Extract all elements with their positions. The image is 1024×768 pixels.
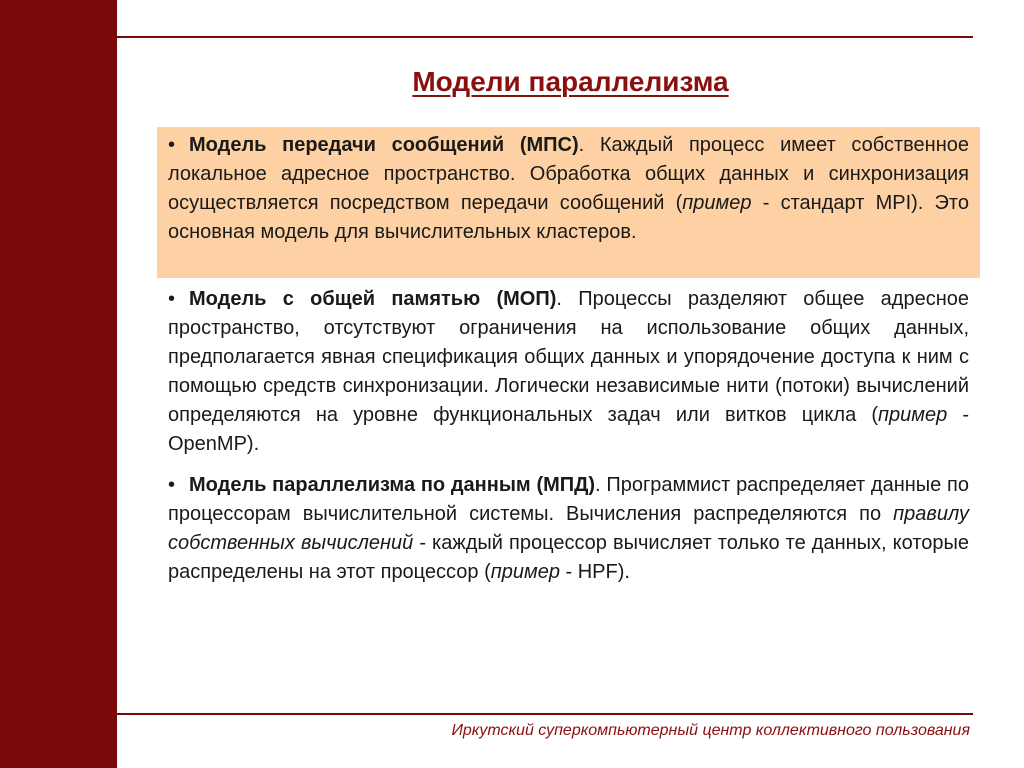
item-shared-memory bbox=[157, 285, 980, 459]
item-data-parallel bbox=[157, 471, 980, 587]
left-sidebar-bar bbox=[0, 0, 117, 768]
item-text: - OpenMP). bbox=[168, 404, 970, 455]
item-rule-phrase: правилу собственных вычислений bbox=[168, 503, 969, 554]
footer-caption: Иркутский суперкомпьютерный центр коллективного пользования bbox=[451, 722, 970, 739]
bullet-glyph: • bbox=[168, 474, 176, 496]
bullet-glyph: • bbox=[168, 288, 176, 310]
item-example-label: пример bbox=[682, 192, 752, 214]
bullet-glyph: • bbox=[168, 134, 176, 156]
item-term: Модель параллелизма по данным (МПД) bbox=[189, 474, 596, 496]
item-text: - каждый процессор вычисляет только те данных, которые распределены на этот процессор ( bbox=[168, 532, 969, 583]
item-text: . Процессы разделяют общее адресное пространство, отсутствуют ограничения на использование общих данных, предполагается явная спецификация общих данных и упорядочение доступа к ним с помощью средств синхронизации. Логически независимые нити (потоки) вычислений определяются на уровне функциональных задач или витков цикла ( bbox=[168, 288, 969, 426]
item-message-passing bbox=[157, 127, 980, 278]
bottom-divider bbox=[52, 713, 973, 715]
item-example-label: пример bbox=[878, 404, 948, 426]
item-text: - HPF). bbox=[559, 561, 630, 583]
top-divider bbox=[52, 36, 973, 38]
item-example-label: пример bbox=[490, 561, 560, 583]
item-text: . Каждый процесс имеет собственное локальное адресное пространство. Обработка общих данных и синхронизация осуществляется посредством передачи сообщений ( bbox=[168, 134, 970, 214]
slide-title: Модели параллелизма bbox=[412, 66, 729, 97]
item-text: . Программист распределяет данные по процессорам вычислительной системы. Вычисления распределяются по bbox=[168, 474, 969, 525]
item-term: Модель передачи сообщений (МПС) bbox=[189, 134, 579, 156]
item-term: Модель с общей памятью (МОП) bbox=[189, 288, 557, 310]
item-text: - стандарт MPI). Это основная модель для вычислительных кластеров. bbox=[168, 192, 969, 243]
